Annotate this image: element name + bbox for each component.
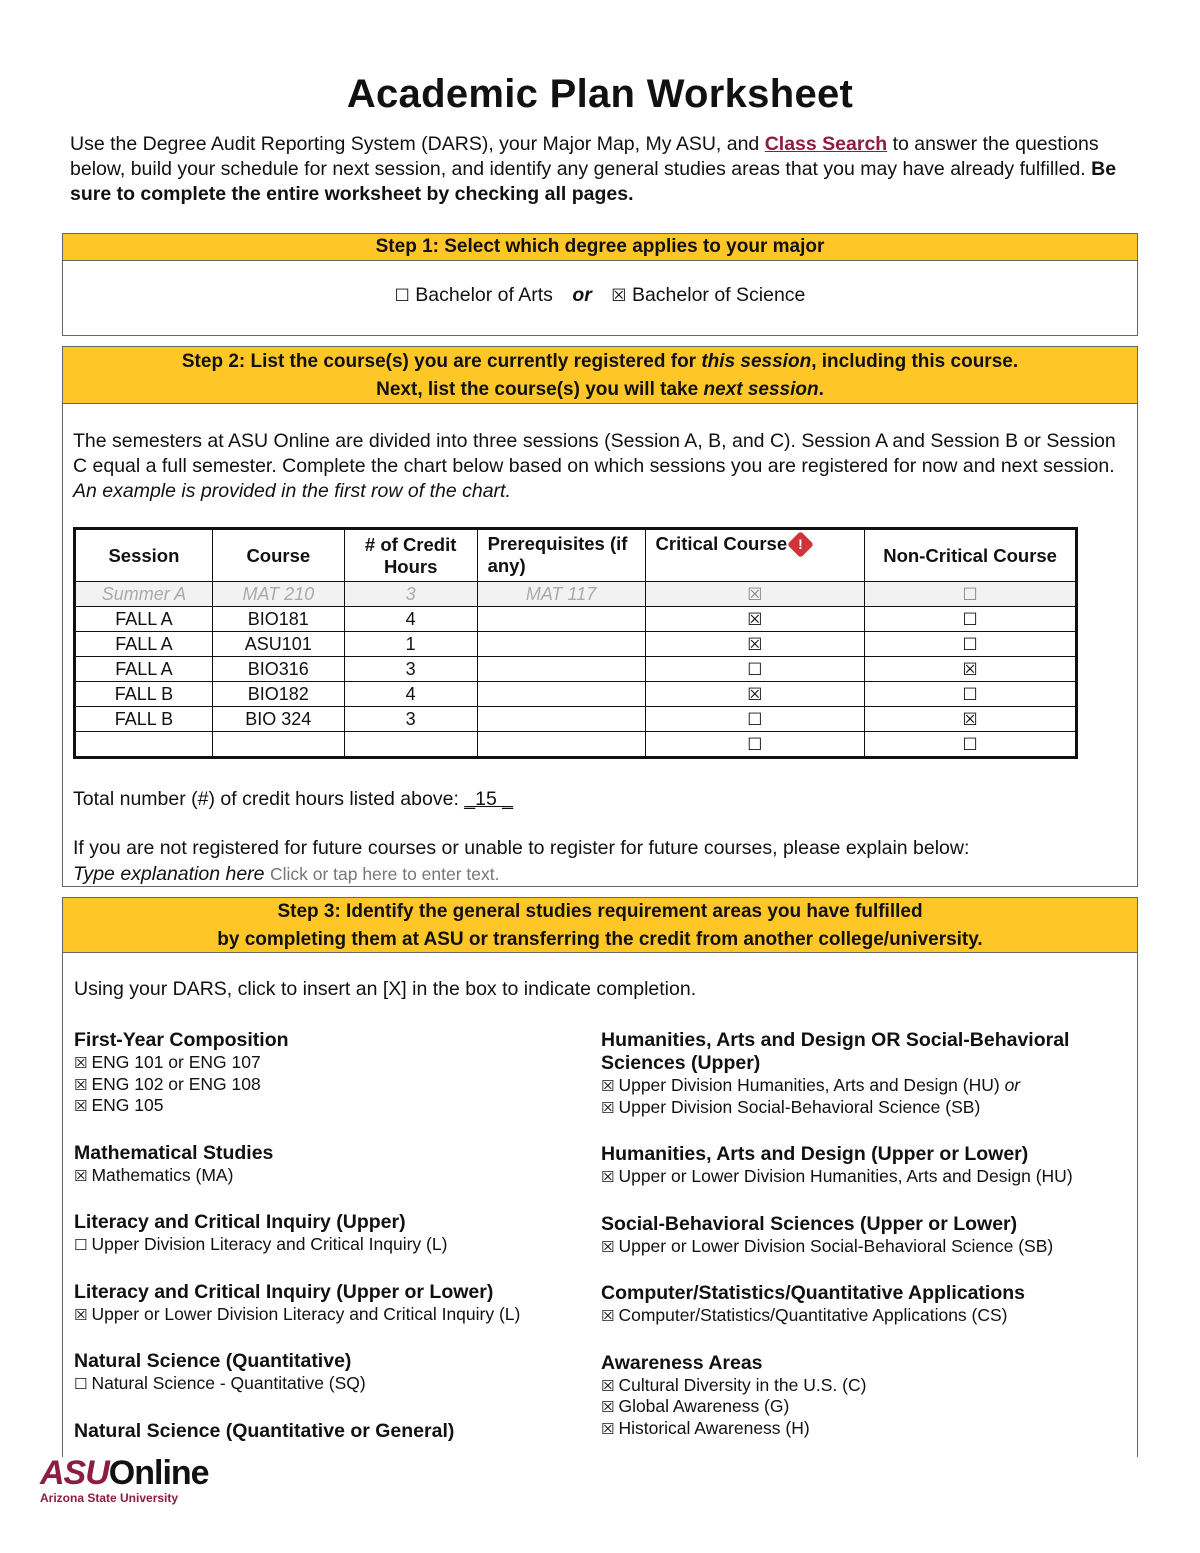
area-title: Literacy and Critical Inquiry (Upper)	[74, 1211, 406, 1233]
noncritical-cell[interactable]	[865, 632, 1077, 657]
step2-header	[63, 347, 1137, 404]
credits-cell[interactable]: 3	[344, 707, 477, 732]
column-header: Prerequisites (if any)	[477, 529, 645, 582]
step3-section	[62, 897, 1138, 1457]
area-requirement	[74, 1373, 574, 1395]
page-title: Academic Plan Worksheet	[346, 72, 854, 116]
credits-cell[interactable]: 4	[344, 607, 477, 632]
step1-section	[62, 233, 1138, 336]
critical-cell[interactable]	[645, 682, 865, 707]
prereq-cell[interactable]: MAT 117	[477, 582, 645, 607]
step3-instruction: Using your DARS, click to insert an [X] in the box to indicate completion.	[74, 978, 697, 1000]
requirement-label: Computer/Statistics/Quantitative Applications (CS)	[618, 1305, 1008, 1325]
area-requirement	[601, 1375, 1101, 1397]
course-cell[interactable]: BIO316	[212, 657, 344, 682]
logo-wordmark	[40, 1455, 209, 1491]
prereq-cell[interactable]	[477, 607, 645, 632]
course-cell[interactable]: BIO 324	[212, 707, 344, 732]
prereq-cell[interactable]	[477, 732, 645, 758]
requirement-label: Upper Division Humanities, Arts and Design (HU)	[618, 1075, 1005, 1095]
table-row	[75, 707, 1077, 732]
gen-studies-area	[74, 1029, 574, 1117]
requirement-label: Historical Awareness (H)	[618, 1417, 810, 1438]
area-title: Awareness Areas	[601, 1351, 763, 1374]
step2-header-text: , including this course.	[811, 351, 1019, 372]
course-cell[interactable]: BIO181	[212, 607, 344, 632]
checkbox-checked-icon[interactable]: ☒	[601, 1237, 615, 1256]
step3-header-line2: by completing them at ASU or transferring the credit from another college/university.	[217, 929, 983, 950]
left-areas-column	[74, 1029, 574, 1468]
credits-cell[interactable]: 1	[344, 632, 477, 657]
requirement-label: Upper or Lower Division Social-Behavioral Science (SB)	[618, 1235, 1054, 1256]
checkbox-unchecked-icon[interactable]: ☐	[74, 1375, 88, 1393]
area-title: Literacy and Critical Inquiry (Upper or Lower)	[74, 1280, 494, 1303]
checkbox-unchecked-icon[interactable]: ☐	[962, 585, 978, 605]
or-label: or	[1004, 1075, 1021, 1095]
column-header: Session	[75, 529, 213, 582]
degree-options	[63, 261, 1137, 311]
right-areas-column	[601, 1029, 1101, 1464]
warning-glyph: !	[798, 536, 803, 552]
checkbox-checked-icon[interactable]: ☒	[962, 660, 978, 680]
step2-header-emphasis: this session	[701, 351, 812, 372]
area-requirement	[601, 1236, 1101, 1258]
logo-subtitle: Arizona State University	[40, 1491, 179, 1505]
table-row	[75, 657, 1077, 682]
step2-header-text: Step 2: List the course(s) you are currently registered for	[181, 351, 702, 372]
checkbox-checked-icon[interactable]: ☒	[747, 610, 763, 630]
step2-header-line1	[63, 348, 1137, 376]
course-table	[73, 527, 1078, 759]
gen-studies-area	[74, 1142, 574, 1187]
table-row	[75, 607, 1077, 632]
checkbox-unchecked-icon[interactable]: ☐	[747, 660, 763, 680]
checkbox-checked-icon[interactable]: ☒	[74, 1166, 88, 1185]
gen-studies-area	[74, 1350, 574, 1395]
intro-text-2: to answer the questions below, build your schedule for next session, and identify any general studies areas that you may have already fulfilled.	[70, 133, 1099, 180]
critical-course-header	[645, 529, 865, 582]
critical-cell[interactable]	[645, 657, 865, 682]
critical-cell[interactable]	[645, 732, 865, 758]
step3-header-line1: Step 3: Identify the general studies requirement areas you have fulfilled	[277, 901, 923, 922]
area-requirement	[74, 1304, 574, 1326]
requirement-label: Cultural Diversity in the U.S. (C)	[618, 1374, 867, 1395]
checkbox-unchecked-icon[interactable]: ☐	[747, 735, 763, 755]
gen-studies-area	[601, 1029, 1101, 1118]
critical-cell[interactable]	[645, 707, 865, 732]
session-cell[interactable]: FALL B	[75, 682, 213, 707]
course-cell[interactable]	[212, 732, 344, 758]
course-table-body	[75, 582, 1077, 758]
intro-text: Use the Degree Audit Reporting System (DARS), your Major Map, My ASU, and	[70, 133, 765, 155]
requirement-label: Upper Division Social-Behavioral Science (SB)	[618, 1096, 981, 1117]
sessions-example-note: An example is provided in the first row of the chart.	[73, 480, 511, 502]
requirement-label: Mathematics (MA)	[91, 1164, 234, 1185]
column-header: # of Credit Hours	[344, 529, 477, 582]
noncritical-cell[interactable]	[865, 582, 1077, 607]
checkbox-checked-icon[interactable]: ☒	[74, 1305, 88, 1324]
checkbox-checked-icon[interactable]: ☒	[601, 1307, 615, 1325]
intro-bold-note: Be sure to complete the entire worksheet by checking all pages.	[70, 158, 1117, 205]
table-row	[75, 632, 1077, 657]
class-search-link[interactable]: Class Search	[764, 133, 888, 155]
step1-header: Step 1: Select which degree applies to your major	[63, 234, 1137, 261]
step2-header-text: Next, list the course(s) you will take	[376, 379, 704, 400]
area-requirement	[601, 1305, 1101, 1327]
checkbox-unchecked-icon[interactable]: ☐	[962, 735, 978, 755]
checkbox-unchecked-icon[interactable]: ☐	[74, 1236, 88, 1254]
session-cell[interactable]	[75, 732, 213, 758]
gen-studies-area	[74, 1281, 574, 1326]
sessions-explanation-text: The semesters at ASU Online are divided into three sessions (Session A, B, and C). Session A and Session B or Session C equal a full semester. Complete the chart below based on which sessions you are registered for now and next session.	[73, 430, 1116, 477]
area-requirement	[601, 1097, 1101, 1119]
checkbox-checked-icon[interactable]: ☒	[747, 685, 763, 705]
area-requirement	[601, 1396, 1101, 1418]
area-requirement	[601, 1075, 1101, 1097]
area-title: Natural Science (Quantitative)	[74, 1350, 352, 1372]
requirement-label: Upper Division Literacy and Critical Inquiry (L)	[91, 1234, 448, 1254]
checkbox-checked-icon[interactable]: ☒	[74, 1054, 88, 1072]
checkbox-checked-icon[interactable]: ☒	[601, 1077, 615, 1095]
explanation-question: If you are not registered for future courses or unable to register for future courses, please explain below:	[73, 837, 970, 859]
checkbox-unchecked-icon[interactable]: ☐	[747, 710, 763, 730]
column-header: Non-Critical Course	[865, 529, 1077, 582]
bachelor-arts-label: Bachelor of Arts	[415, 284, 553, 306]
step2-header-text: .	[818, 379, 824, 400]
gen-studies-area	[601, 1143, 1101, 1188]
requirement-label: ENG 102 or ENG 108	[91, 1073, 261, 1094]
checkbox-checked-icon[interactable]: ☒	[601, 1419, 615, 1438]
requirement-label: Upper or Lower Division Humanities, Arts and Design (HU)	[618, 1166, 1073, 1186]
critical-cell[interactable]	[645, 632, 865, 657]
area-requirement	[74, 1165, 574, 1187]
checkbox-checked-icon[interactable]: ☒	[74, 1075, 88, 1094]
critical-cell[interactable]	[645, 607, 865, 632]
explanation-field[interactable]	[73, 863, 500, 886]
column-header: Course	[212, 529, 344, 582]
credits-cell[interactable]	[344, 732, 477, 758]
session-cell[interactable]: FALL A	[75, 657, 213, 682]
area-title: Humanities, Arts and Design OR Social-Behavioral Sciences (Upper)	[601, 1029, 1070, 1074]
area-title: Natural Science (Quantitative or General)	[74, 1419, 455, 1442]
area-requirement	[74, 1052, 574, 1074]
asu-online-logo	[40, 1455, 209, 1505]
credits-cell[interactable]: 4	[344, 682, 477, 707]
gen-studies-area	[74, 1211, 574, 1256]
area-title: First-Year Composition	[74, 1029, 289, 1051]
step2-header-line2	[63, 376, 1137, 404]
sessions-explanation	[63, 429, 1143, 504]
intro-paragraph	[70, 132, 1135, 207]
critical-cell[interactable]	[645, 582, 865, 607]
bachelor-science-label: Bachelor of Science	[631, 284, 806, 306]
total-credits	[73, 788, 513, 811]
noncritical-cell[interactable]	[865, 657, 1077, 682]
warning-icon	[787, 531, 814, 558]
bachelor-science-option[interactable]	[611, 284, 805, 307]
checkbox-checked-icon[interactable]: ☒	[747, 585, 763, 605]
step3-header	[63, 898, 1137, 953]
checkbox-unchecked-icon[interactable]: ☐	[962, 635, 978, 655]
checkbox-unchecked-icon[interactable]: ☐	[394, 286, 410, 306]
credits-cell[interactable]: 3	[344, 657, 477, 682]
area-title: Social-Behavioral Sciences (Upper or Lower)	[601, 1212, 1018, 1235]
step2-header-emphasis: next session	[703, 379, 819, 400]
course-cell[interactable]: MAT 210	[212, 582, 344, 607]
checkbox-checked-icon[interactable]: ☒	[611, 286, 627, 306]
column-header: Critical Course	[655, 533, 788, 554]
checkbox-unchecked-icon[interactable]: ☐	[962, 610, 978, 630]
step3-body	[63, 953, 1137, 1458]
gen-studies-area	[601, 1213, 1101, 1258]
checkbox-checked-icon[interactable]: ☒	[747, 635, 763, 655]
session-cell[interactable]: FALL A	[75, 632, 213, 657]
credits-cell[interactable]: 3	[344, 582, 477, 607]
noncritical-cell[interactable]	[865, 707, 1077, 732]
session-cell[interactable]: FALL A	[75, 607, 213, 632]
course-table-header	[75, 529, 1077, 582]
area-title: Mathematical Studies	[74, 1141, 274, 1164]
prereq-cell[interactable]	[477, 682, 645, 707]
prereq-cell[interactable]	[477, 632, 645, 657]
gen-studies-area	[601, 1282, 1101, 1327]
requirement-label: Global Awareness (G)	[618, 1396, 790, 1416]
area-title: Computer/Statistics/Quantitative Applications	[601, 1282, 1026, 1304]
prereq-cell[interactable]	[477, 707, 645, 732]
checkbox-unchecked-icon[interactable]: ☐	[962, 685, 978, 705]
area-requirement	[74, 1234, 574, 1256]
checkbox-checked-icon[interactable]: ☒	[962, 710, 978, 730]
session-cell[interactable]: Summer A	[75, 582, 213, 607]
requirement-label: Natural Science - Quantitative (SQ)	[91, 1373, 366, 1393]
course-cell[interactable]: ASU101	[212, 632, 344, 657]
area-requirement	[74, 1095, 574, 1117]
area-requirement	[601, 1166, 1101, 1188]
explanation-placeholder[interactable]: Click or tap here to enter text.	[269, 864, 500, 884]
total-credits-value[interactable]: _15 _	[464, 788, 514, 810]
requirement-label: Upper or Lower Division Literacy and Critical Inquiry (L)	[91, 1303, 521, 1324]
explanation-label: Type explanation here	[73, 863, 270, 885]
area-requirement	[74, 1074, 574, 1096]
area-title: Humanities, Arts and Design (Upper or Lower)	[601, 1143, 1029, 1165]
requirement-label: ENG 105	[91, 1095, 164, 1115]
course-cell[interactable]: BIO182	[212, 682, 344, 707]
session-cell[interactable]: FALL B	[75, 707, 213, 732]
or-label: or	[572, 284, 592, 306]
requirement-label: ENG 101 or ENG 107	[91, 1052, 261, 1072]
checkbox-checked-icon[interactable]: ☒	[601, 1098, 615, 1117]
checkbox-checked-icon[interactable]: ☒	[601, 1376, 615, 1395]
gen-studies-area	[74, 1420, 574, 1443]
noncritical-cell[interactable]	[865, 607, 1077, 632]
checkbox-checked-icon[interactable]: ☒	[74, 1097, 88, 1115]
prereq-cell[interactable]	[477, 657, 645, 682]
table-row	[75, 582, 1077, 607]
noncritical-cell[interactable]	[865, 682, 1077, 707]
checkbox-checked-icon[interactable]: ☒	[601, 1398, 615, 1416]
checkbox-checked-icon[interactable]: ☒	[601, 1168, 615, 1186]
total-credits-label: Total number (#) of credit hours listed above:	[73, 788, 465, 810]
step2-body	[63, 404, 1137, 886]
logo-online: Online	[108, 1454, 209, 1492]
gen-studies-area	[601, 1352, 1101, 1440]
logo-asu: ASU	[40, 1454, 109, 1492]
table-row	[75, 682, 1077, 707]
step2-section	[62, 346, 1138, 887]
area-requirement	[601, 1418, 1101, 1440]
table-row	[75, 732, 1077, 758]
bachelor-arts-option[interactable]	[395, 284, 553, 307]
noncritical-cell[interactable]	[865, 732, 1077, 758]
